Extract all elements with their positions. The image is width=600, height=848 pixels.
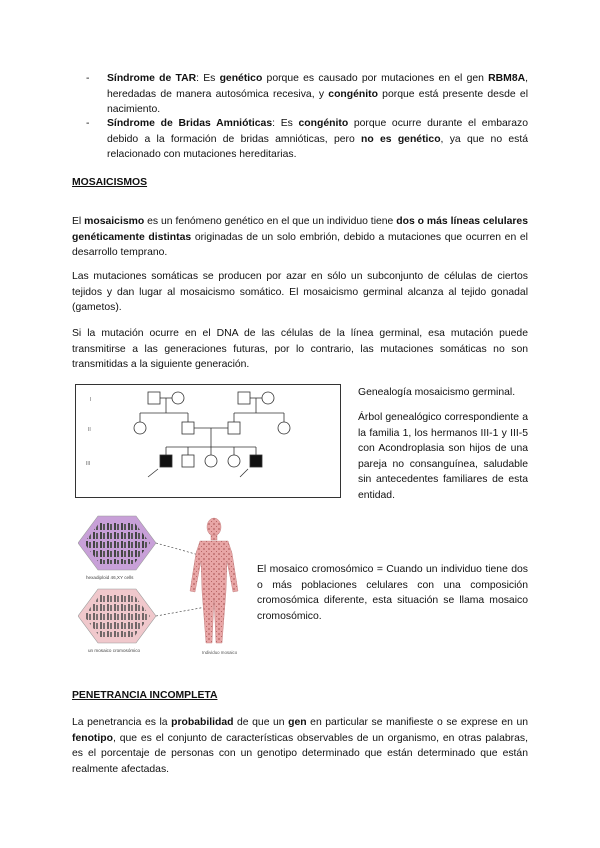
bold-run: congénito — [298, 118, 349, 129]
pedigree-caption-body: Árbol genealógico correspondiente a la familia 1, los hermanos III-1 y III-5 con Acondroplasia son hijos de una pareja no consanguínea, saludable sin antecedentes familiares de esta entidad. — [358, 412, 528, 501]
section-heading-penetrancia: PENETRANCIA INCOMPLETA — [72, 690, 218, 701]
bold-run: RBM8A — [488, 73, 526, 84]
text-run: de que un — [233, 717, 289, 728]
text-run: porque está presente desde el nacimiento. — [107, 88, 529, 115]
pedigree-figure — [75, 384, 341, 498]
text-run: originadas de un solo embrión, debido a mutaciones que ocurren en el desarrollo temprano. — [72, 231, 528, 258]
bold-run: dos o más líneas celulares genéticamente distintas — [72, 216, 528, 243]
male-symbol — [182, 455, 194, 467]
bold-run: gen — [288, 717, 307, 728]
text-run: en particular se manifieste o se exprese en un — [306, 717, 529, 728]
male-symbol — [148, 392, 160, 404]
list-item-tar — [107, 71, 528, 118]
bullet-marker: - — [86, 73, 90, 84]
male-symbol — [182, 422, 194, 434]
affected-male-symbol — [160, 455, 172, 467]
term-tar: Síndrome de TAR — [107, 73, 197, 84]
text-run: , heredadas de manera autosómica recesiva, y — [107, 73, 528, 100]
label-top-hexagon: hexadiploid 46,XY cells — [86, 575, 134, 580]
bold-run: probabilidad — [171, 717, 234, 728]
human-body-figure — [190, 518, 238, 643]
female-symbol — [262, 392, 274, 404]
label-bottom-hexagon: un mosaico cromosómico — [88, 648, 141, 653]
text-run: es un fenómeno genético en el que un individuo tiene — [144, 216, 397, 227]
chromosome-mosaic-figure — [78, 513, 250, 663]
paragraph-penetrance — [72, 715, 528, 777]
bold-run: genético — [219, 73, 263, 84]
female-symbol — [205, 455, 217, 467]
text-run: porque es causado por mutaciones en el gen — [262, 73, 489, 84]
term-bridas: Síndrome de Bridas Amnióticas — [107, 118, 273, 129]
text-run: : Es — [196, 73, 220, 84]
paragraph-mosaicismo-definition — [72, 214, 528, 261]
pedigree-chart — [76, 385, 340, 497]
text-run: , que es el conjunto de características observables de un organismo, en otras palabras, es el porcentaje de personas con un genotipo determinado que están determinado que están realmente afectadas. — [72, 732, 528, 775]
bullet-marker: - — [86, 118, 90, 129]
pedigree-caption-title: Genealogía mosaicismo germinal. — [358, 387, 516, 398]
female-symbol — [278, 422, 290, 434]
bold-run: congénito — [328, 88, 378, 100]
bold-run: fenotipo — [72, 732, 113, 744]
section-heading-mosaicismos: MOSAICISMOS — [72, 177, 148, 188]
chromosome-mosaic-caption: El mosaico cromosómico = Cuando un individuo tiene dos o más poblaciones celulares con una composición cromosómica diferente, esta situación se llama mosaico cromosómico. — [257, 564, 528, 622]
text-run: El — [72, 216, 85, 227]
female-symbol — [134, 422, 146, 434]
bold-run: mosaicismo — [84, 216, 145, 227]
female-symbol — [228, 455, 240, 467]
text-run: porque ocurre durante el embarazo debido a la formación de bridas amnióticas, pero — [107, 118, 528, 145]
generation-label: II — [88, 427, 91, 433]
male-symbol — [228, 422, 240, 434]
generation-label: III — [86, 461, 91, 467]
generation-label: I — [90, 397, 92, 403]
label-body: Individuo mosaico — [202, 650, 238, 655]
bold-run: no es genético — [361, 133, 441, 145]
female-symbol — [172, 392, 184, 404]
list-item-bridas — [107, 116, 528, 163]
male-symbol — [238, 392, 250, 404]
paragraph-somatic: Las mutaciones somáticas se producen por azar en sólo un subconjunto de células de ciertos tejidos y dan lugar al mosaicismo somático. El mosaicismo germinal alcanza al tejido gonadal (gametos). — [72, 271, 528, 313]
paragraph-germinal: Si la mutación ocurre en el DNA de las células de la línea germinal, esa mutación puede transmitirse a las generaciones futuras, por lo contrario, las mutaciones somáticas no son transmitidas a la siguiente generación. — [72, 328, 528, 370]
affected-male-symbol — [250, 455, 262, 467]
text-run: , ya que no está relacionado con mutaciones hereditarias. — [107, 133, 529, 160]
text-run: : Es — [272, 118, 299, 129]
text-run: La penetrancia es la — [72, 717, 172, 728]
